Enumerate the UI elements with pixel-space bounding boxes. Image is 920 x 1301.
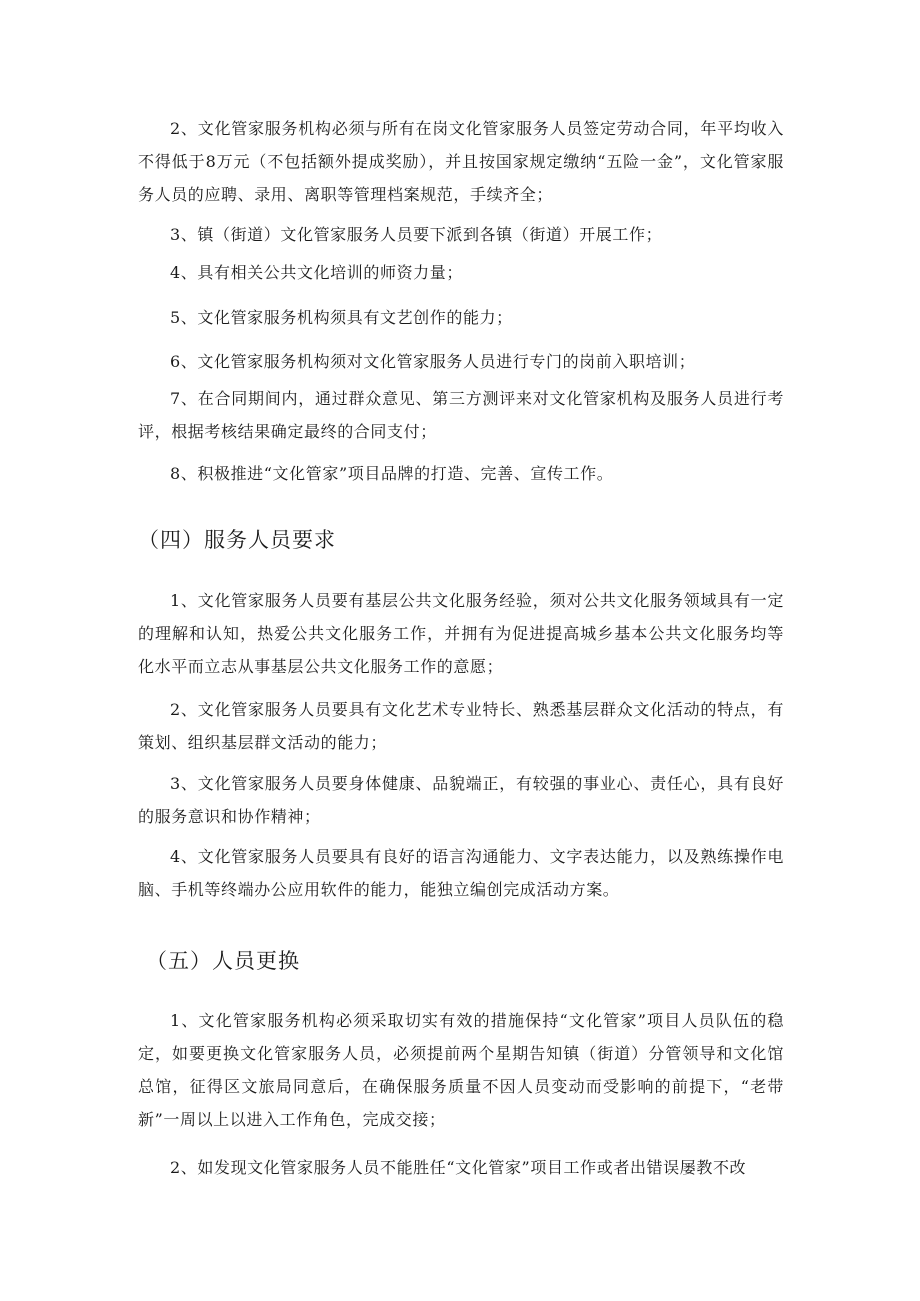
paragraph-s5-item-2: 2、如发现文化管家服务人员不能胜任“文化管家”项目工作或者出错误屡教不改	[170, 1158, 747, 1177]
paragraph-s4-item-3: 3、文化管家服务人员要身体健康、品貌端正，有较强的事业心、责任心，具有良好的服务意识和协作精神；	[138, 774, 784, 826]
paragraph-item-4: 4、具有相关公共文化培训的师资力量；	[170, 263, 463, 282]
paragraph-s4-item-1: 1、文化管家服务人员要有基层公共文化服务经验，须对公共文化服务领域具有一定的理解和认知，热爱公共文化服务工作，并拥有为促进提高城乡基本公共文化服务均等化水平而立志从事基层公共文化服务工作的意愿；	[138, 591, 784, 676]
paragraph-item-6: 6、文化管家服务机构须对文化管家服务人员进行专门的岗前入职培训；	[170, 352, 696, 371]
paragraph-s4-item-2: 2、文化管家服务人员要具有文化艺术专业特长、熟悉基层群众文化活动的特点，有策划、组织基层群文活动的能力；	[138, 700, 784, 752]
paragraph-s5-item-1: 1、文化管家服务机构必须采取切实有效的措施保持“文化管家”项目人员队伍的稳定，如要更换文化管家服务人员，必须提前两个星期告知镇（街道）分管领导和文化馆总馆，征得区文旅局同意后，在确保服务质量不因人员变动而受影响的前提下，“老带新”一周以上以进入工作角色，完成交接；	[138, 1011, 784, 1129]
paragraph-item-5: 5、文化管家服务机构须具有文艺创作的能力；	[170, 308, 513, 327]
paragraph-item-7: 7、在合同期间内，通过群众意见、第三方测评来对文化管家机构及服务人员进行考评，根据考核结果确定最终的合同支付；	[138, 389, 784, 441]
paragraph-item-2: 2、文化管家服务机构必须与所有在岗文化管家服务人员签定劳动合同，年平均收入不得低于8万元（不包括额外提成奖励），并且按国家规定缴纳“五险一金”，文化管家服务人员的应聘、录用、离职等管理档案规范，手续齐全；	[138, 119, 784, 204]
paragraph-s4-item-4: 4、文化管家服务人员要具有良好的语言沟通能力、文字表达能力，以及熟练操作电脑、手机等终端办公应用软件的能力，能独立编创完成活动方案。	[138, 847, 784, 899]
section-heading-4: （四）服务人员要求	[138, 528, 336, 552]
section-heading-5: （五）人员更换	[146, 949, 300, 973]
paragraph-item-8: 8、积极推进“文化管家”项目品牌的打造、完善、宣传工作。	[170, 464, 614, 483]
paragraph-item-3: 3、镇（街道）文化管家服务人员要下派到各镇（街道）开展工作；	[170, 225, 663, 244]
